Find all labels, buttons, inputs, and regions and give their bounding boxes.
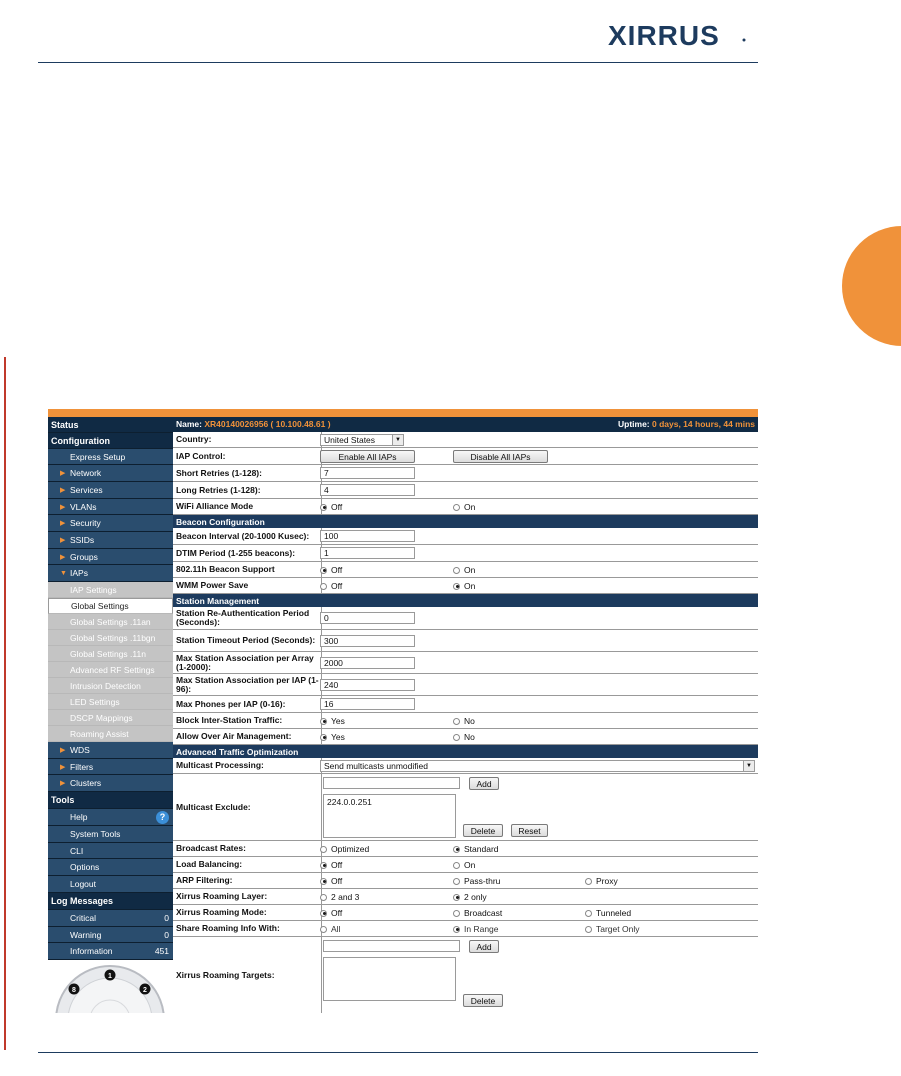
iap-control-label: IAP Control:: [173, 448, 322, 464]
nav-log-messages[interactable]: Log Messages: [48, 893, 173, 910]
row-beacon-support: [173, 562, 758, 578]
global-settings-panel: [173, 417, 758, 1013]
broadcast-rates-label: Broadcast Rates:: [173, 841, 322, 856]
nav-clusters[interactable]: ▶ Clusters: [48, 775, 173, 792]
row-multicast-exclude: [173, 774, 758, 841]
nav-network[interactable]: ▶ Network: [48, 465, 173, 482]
beacon-support-off-radio[interactable]: Off: [320, 565, 342, 575]
max-phones-label: Max Phones per IAP (0-16):: [173, 696, 322, 712]
multicast-add-button[interactable]: Add: [469, 777, 499, 790]
uptime-value: 0 days, 14 hours, 44 mins: [652, 419, 755, 429]
dropdown-arrow-icon: ▼: [743, 761, 754, 771]
row-share-roaming: [173, 921, 758, 937]
multicast-reset-button[interactable]: Reset: [511, 824, 548, 837]
nav-global-settings-11an[interactable]: Global Settings .11an: [48, 614, 173, 630]
block-inter-yes-radio[interactable]: Yes: [320, 716, 345, 726]
wifi-alliance-off-radio[interactable]: Off: [320, 502, 342, 512]
row-roaming-targets: [173, 937, 758, 1013]
multicast-list-item[interactable]: 224.0.0.251: [327, 797, 372, 807]
row-reauth-period: [173, 607, 758, 630]
max-assoc-array-label: Max Station Association per Array (1-2000):: [173, 652, 322, 673]
row-block-inter-station: [173, 713, 758, 729]
roaming-mode-label: Xirrus Roaming Mode:: [173, 905, 322, 920]
information-count: 451: [154, 946, 169, 956]
short-retries-label: Short Retries (1-128):: [173, 465, 322, 481]
nav-configuration[interactable]: Configuration: [48, 433, 173, 449]
long-retries-input[interactable]: 4: [320, 484, 415, 496]
row-dtim-period: [173, 545, 758, 562]
nav-logout[interactable]: Logout: [48, 876, 173, 893]
roaming-layer-2only-radio[interactable]: 2 only: [453, 892, 487, 902]
log-warning[interactable]: Warning 0: [48, 927, 173, 943]
nav-ssids[interactable]: ▶ SSIDs: [48, 532, 173, 549]
wmm-power-save-label: WMM Power Save: [173, 578, 322, 593]
roaming-mode-off-radio[interactable]: Off: [320, 908, 342, 918]
expand-arrow-icon: ▶: [60, 780, 66, 787]
beacon-interval-input[interactable]: 100: [320, 530, 415, 542]
country-select[interactable]: United States ▼: [320, 434, 404, 446]
row-wmm-power-save: [173, 578, 758, 594]
short-retries-input[interactable]: 7: [320, 467, 415, 479]
wmm-on-radio[interactable]: On: [453, 581, 475, 591]
row-beacon-interval: [173, 528, 758, 545]
sidebar: [48, 417, 173, 1013]
row-short-retries: [173, 465, 758, 482]
block-inter-no-radio[interactable]: No: [453, 716, 475, 726]
expand-arrow-icon: ▶: [60, 747, 66, 754]
enable-all-iaps-button[interactable]: Enable All IAPs: [320, 450, 415, 463]
roaming-targets-input[interactable]: [323, 940, 460, 952]
orange-banner: [48, 409, 758, 417]
roaming-layer-2and3-radio[interactable]: 2 and 3: [320, 892, 359, 902]
arp-off-radio[interactable]: Off: [320, 876, 342, 886]
load-balancing-on-radio[interactable]: On: [453, 860, 475, 870]
svg-text:XIRRUS: XIRRUS: [608, 20, 720, 51]
row-max-assoc-array: [173, 652, 758, 674]
device-name: XR40140026956 ( 10.100.48.61 ): [204, 419, 331, 429]
wifi-alliance-label: WiFi Alliance Mode: [173, 499, 322, 514]
section-advanced-traffic-optimization: Advanced Traffic Optimization: [173, 745, 758, 758]
nav-help[interactable]: Help ?: [48, 809, 173, 826]
multicast-exclude-input[interactable]: [323, 777, 460, 789]
row-roaming-mode: [173, 905, 758, 921]
uptime-label: Uptime:: [617, 419, 650, 429]
expand-arrow-icon: ▶: [60, 503, 66, 511]
nav-iaps[interactable]: ▼ IAPs: [48, 565, 173, 582]
over-air-label: Allow Over Air Management:: [173, 729, 322, 744]
expand-arrow-icon: ▶: [60, 537, 66, 544]
svg-text:1: 1: [108, 973, 112, 980]
log-critical[interactable]: Critical 0: [48, 910, 173, 927]
nav-global-settings-11n[interactable]: Global Settings .11n: [48, 646, 173, 662]
warning-count: 0: [164, 929, 169, 940]
multicast-exclude-list[interactable]: [323, 794, 456, 838]
row-iap-control: [173, 448, 758, 465]
margin-marker: [4, 357, 6, 1050]
nav-advanced-rf-settings[interactable]: Advanced RF Settings: [48, 662, 173, 678]
nav-dscp-mappings[interactable]: DSCP Mappings: [48, 710, 173, 726]
log-information[interactable]: Information 451: [48, 943, 173, 960]
web-management-screenshot: [48, 409, 758, 1013]
nav-security[interactable]: ▶ Security: [48, 515, 173, 532]
nav-vlans[interactable]: ▶ VLANs: [48, 499, 173, 515]
expand-arrow-icon: ▶: [60, 470, 66, 477]
row-long-retries: [173, 482, 758, 499]
row-load-balancing: [173, 857, 758, 873]
arp-filtering-label: ARP Filtering:: [173, 873, 322, 888]
share-roaming-label: Share Roaming Info With:: [173, 921, 322, 936]
over-air-no-radio[interactable]: No: [453, 732, 475, 742]
reauth-period-label: Station Re-Authentication Period (Seconds):: [173, 607, 322, 629]
load-balancing-off-radio[interactable]: Off: [320, 860, 342, 870]
expand-arrow-icon: ▶: [60, 520, 66, 527]
arp-passthru-radio[interactable]: Pass-thru: [453, 876, 500, 886]
expand-arrow-icon: ▶: [60, 553, 66, 561]
critical-count: 0: [164, 913, 169, 923]
reauth-period-input[interactable]: 0: [320, 612, 415, 624]
svg-text:8: 8: [72, 987, 76, 994]
nav-roaming-assist[interactable]: Roaming Assist: [48, 726, 173, 742]
help-icon[interactable]: ?: [156, 811, 169, 824]
row-broadcast-rates: [173, 841, 758, 857]
nav-system-tools[interactable]: System Tools: [48, 826, 173, 843]
nav-options[interactable]: Options: [48, 859, 173, 876]
nav-led-settings[interactable]: LED Settings: [48, 694, 173, 710]
nav-express-setup[interactable]: Express Setup: [48, 449, 173, 465]
footer-rule: [38, 1052, 758, 1053]
row-multicast-processing: [173, 758, 758, 774]
nav-global-settings-11bgn[interactable]: Global Settings .11bgn: [48, 630, 173, 646]
nav-services[interactable]: ▶ Services: [48, 482, 173, 499]
broadcast-standard-radio[interactable]: Standard: [453, 844, 499, 854]
multicast-processing-label: Multicast Processing:: [173, 758, 322, 773]
block-inter-station-label: Block Inter-Station Traffic:: [173, 713, 322, 728]
max-assoc-array-input[interactable]: 2000: [320, 657, 415, 669]
nav-status[interactable]: Status: [48, 417, 173, 433]
expand-arrow-icon: ▶: [60, 487, 66, 494]
broadcast-optimized-radio[interactable]: Optimized: [320, 844, 369, 854]
over-air-yes-radio[interactable]: Yes: [320, 732, 345, 742]
chapter-tab: [842, 226, 901, 346]
max-phones-input[interactable]: 16: [320, 698, 415, 710]
row-max-assoc-iap: [173, 674, 758, 696]
long-retries-label: Long Retries (1-128):: [173, 482, 322, 498]
nav-groups[interactable]: ▶ Groups: [48, 549, 173, 565]
roaming-targets-list[interactable]: [323, 957, 456, 1001]
section-beacon-configuration: Beacon Configuration: [173, 515, 758, 528]
row-timeout-period: [173, 630, 758, 652]
dropdown-arrow-icon: ▼: [392, 435, 403, 445]
collapse-arrow-icon: ▼: [60, 569, 67, 577]
roaming-targets-label: Xirrus Roaming Targets:: [173, 937, 322, 1013]
nav-global-settings[interactable]: Global Settings: [48, 598, 173, 614]
share-in-range-radio[interactable]: In Range: [453, 924, 499, 934]
roaming-mode-broadcast-radio[interactable]: Broadcast: [453, 908, 502, 918]
array-device-image: [48, 962, 173, 1013]
roaming-layer-label: Xirrus Roaming Layer:: [173, 889, 322, 904]
section-station-management: Station Management: [173, 594, 758, 607]
nav-filters[interactable]: ▶ Filters: [48, 759, 173, 775]
beacon-support-on-radio[interactable]: On: [453, 565, 475, 575]
expand-arrow-icon: ▶: [60, 763, 66, 771]
dtim-period-label: DTIM Period (1-255 beacons):: [173, 545, 322, 561]
roaming-targets-delete-button[interactable]: Delete: [463, 994, 503, 1007]
multicast-processing-select[interactable]: Send multicasts unmodified ▼: [320, 760, 755, 772]
max-assoc-iap-label: Max Station Association per IAP (1-96):: [173, 674, 322, 695]
disable-all-iaps-button[interactable]: Disable All IAPs: [453, 450, 548, 463]
max-assoc-iap-input[interactable]: 240: [320, 679, 415, 691]
wifi-alliance-on-radio[interactable]: On: [453, 502, 475, 512]
multicast-delete-button[interactable]: Delete: [463, 824, 503, 837]
roaming-targets-add-button[interactable]: Add: [469, 940, 499, 953]
timeout-period-input[interactable]: 300: [320, 635, 415, 647]
nav-cli[interactable]: CLI: [48, 843, 173, 859]
nav-intrusion-detection[interactable]: Intrusion Detection: [48, 678, 173, 694]
row-arp-filtering: [173, 873, 758, 889]
row-country: [173, 432, 758, 448]
wmm-off-radio[interactable]: Off: [320, 581, 342, 591]
row-max-phones: [173, 696, 758, 713]
row-over-air-management: [173, 729, 758, 745]
country-label: Country:: [173, 432, 322, 447]
row-roaming-layer: [173, 889, 758, 905]
nav-wds[interactable]: ▶ WDS: [48, 742, 173, 759]
timeout-period-label: Station Timeout Period (Seconds):: [173, 630, 322, 651]
dtim-period-input[interactable]: 1: [320, 547, 415, 559]
arp-proxy-radio[interactable]: Proxy: [585, 876, 618, 886]
beacon-support-label: 802.11h Beacon Support: [173, 562, 322, 577]
beacon-interval-label: Beacon Interval (20-1000 Kusec):: [173, 528, 322, 544]
name-label: Name:: [176, 419, 202, 429]
row-wifi-alliance: [173, 499, 758, 515]
multicast-exclude-label: Multicast Exclude:: [173, 774, 322, 840]
xirrus-logo: [608, 18, 748, 52]
nav-tools[interactable]: Tools: [48, 792, 173, 809]
share-target-only-radio[interactable]: Target Only: [585, 924, 639, 934]
svg-text:2: 2: [143, 987, 147, 994]
roaming-mode-tunneled-radio[interactable]: Tunneled: [585, 908, 631, 918]
nav-iap-settings[interactable]: IAP Settings: [48, 582, 173, 598]
share-all-radio[interactable]: All: [320, 924, 340, 934]
load-balancing-label: Load Balancing:: [173, 857, 322, 872]
device-header: [173, 417, 758, 432]
header-rule: [38, 62, 758, 63]
